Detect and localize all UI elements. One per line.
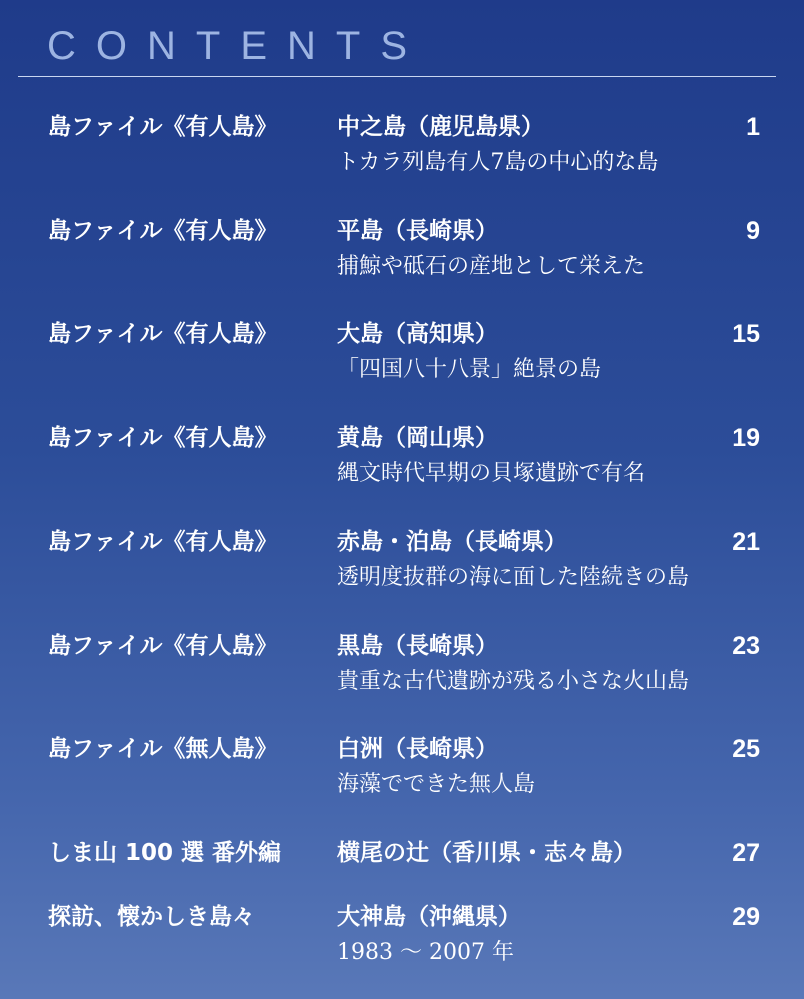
entry-island-title: 中之島（鹿児島県） (337, 114, 544, 140)
entry-page-number: 25 (732, 735, 760, 763)
entry-island-title: 白洲（長崎県） (337, 736, 498, 762)
entry-page-number: 27 (732, 839, 760, 867)
entry-category: 島ファイル《有人島》 (48, 633, 278, 659)
entry-page-number: 1 (746, 113, 760, 141)
entry-page-number: 23 (732, 632, 760, 660)
entry-page-number: 9 (746, 217, 760, 245)
entry-description: 貴重な古代遺跡が残る小さな火山島 (337, 669, 690, 694)
entry-page-number: 29 (732, 903, 760, 931)
entry-category: しま山 100 選 番外編 (48, 840, 282, 866)
entry-description: 海藻でできた無人島 (337, 772, 536, 797)
toc-entry[interactable] (0, 216, 804, 306)
toc-entry[interactable] (0, 902, 804, 992)
toc-entry[interactable] (0, 631, 804, 721)
entry-description: 透明度抜群の海に面した陸続きの島 (337, 565, 690, 590)
entry-category: 島ファイル《有人島》 (48, 425, 278, 451)
heading-divider (18, 76, 776, 77)
entry-category: 島ファイル《有人島》 (48, 114, 278, 140)
toc-entry[interactable] (0, 423, 804, 513)
entry-page-number: 15 (732, 320, 760, 348)
entry-category: 島ファイル《有人島》 (48, 529, 278, 555)
entry-island-title: 横尾の辻（香川県・志々島） (337, 840, 636, 866)
entry-category: 島ファイル《有人島》 (48, 218, 278, 244)
entry-description: 縄文時代早期の貝塚遺跡で有名 (337, 461, 646, 486)
toc-entry[interactable] (0, 527, 804, 617)
entry-category: 探訪、懐かしき島々 (48, 904, 255, 930)
entry-island-title: 大島（高知県） (337, 321, 498, 347)
entry-island-title: 大神島（沖縄県） (337, 904, 521, 930)
toc-entry[interactable] (0, 319, 804, 409)
entry-category: 島ファイル《有人島》 (48, 321, 278, 347)
entry-description: 「四国八十八景」絶景の島 (337, 357, 602, 382)
entry-description: 1983 ～ 2007 年 (337, 940, 514, 965)
entry-island-title: 黒島（長崎県） (337, 633, 498, 659)
entry-island-title: 平島（長崎県） (337, 218, 498, 244)
entry-description: 捕鯨や砥石の産地として栄えた (337, 254, 646, 279)
entry-page-number: 21 (732, 528, 760, 556)
toc-entry[interactable] (0, 734, 804, 824)
entry-island-title: 赤島・泊島（長崎県） (337, 529, 567, 555)
entry-category: 島ファイル《無人島》 (48, 736, 278, 762)
toc-entry[interactable] (0, 112, 804, 202)
entry-page-number: 19 (732, 424, 760, 452)
entry-island-title: 黄島（岡山県） (337, 425, 498, 451)
contents-heading: CONTENTS (47, 24, 427, 68)
entry-description: トカラ列島有人7島の中心的な島 (337, 150, 659, 175)
